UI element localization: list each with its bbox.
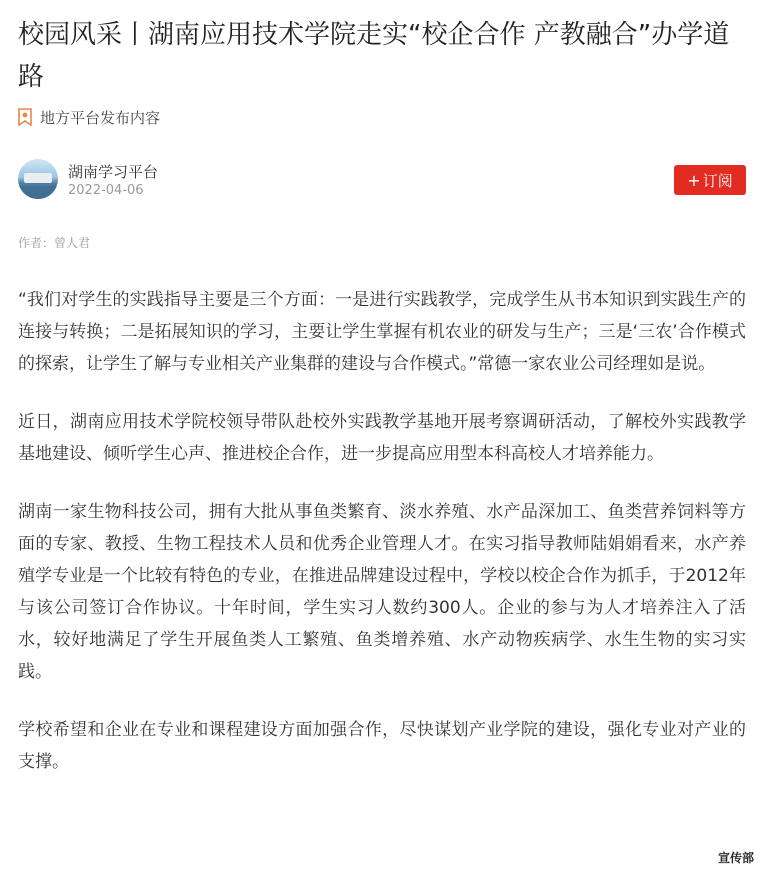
plus-icon: +	[687, 170, 701, 190]
subscribe-button[interactable]	[674, 165, 746, 195]
paragraph: 湖南一家生物科技公司，拥有大批从事鱼类繁育、淡水养殖、水产品深加工、鱼类营养饲料等方面的专家、教授、生物工程技术人员和优秀企业管理人才。在实习指导教师陆娟娟看来，水产养殖学专业是一个比较有特色的专业，在推进品牌建设过程中，学校以校企合作为抓手，于2012年与该公司签订合作协议。十年时间，学生实习人数约300人。企业的参与为人才培养注入了活水，较好地满足了学生开展鱼类人工繁殖、鱼类增养殖、水产动物疾病学、水生生物的实习实践。	[18, 502, 746, 682]
bookmark-badge-icon	[18, 108, 32, 126]
corner-label: 宣传部	[717, 851, 754, 865]
paragraph: 近日，湖南应用技术学院校领导带队赴校外实践教学基地开展考察调研活动，了解校外实践教学基地建设、倾听学生心声、推进校企合作，进一步提高应用型本科高校人才培养能力。	[18, 412, 746, 464]
subscribe-label: 订阅	[702, 171, 733, 190]
paragraph: 学校希望和企业在专业和课程建设方面加强合作，尽快谋划产业学院的建设，强化专业对产业的支撑。	[18, 720, 746, 772]
publisher-avatar[interactable]	[18, 159, 58, 199]
source-tag	[18, 106, 160, 128]
publisher-name[interactable]: 湖南学习平台	[68, 163, 159, 181]
source-label: 地方平台发布内容	[40, 108, 161, 127]
author-line: 作者：曾人君	[18, 236, 91, 250]
article-title: 校园风采丨湖南应用技术学院走实“校企合作 产教融合”办学道路	[18, 20, 730, 92]
publish-date: 2022-04-06	[68, 183, 144, 198]
publisher-row	[18, 159, 746, 203]
paragraph: “我们对学生的实践指导主要是三个方面：一是进行实践教学，完成学生从书本知识到实践生产的连接与转换；二是拓展知识的学习，主要让学生掌握有机农业的研发与生产；三是‘三农’合作模式的探索，让学生了解与专业相关产业集群的建设与合作模式。”常德一家农业公司经理如是说。	[18, 290, 746, 374]
article-body	[18, 284, 746, 804]
